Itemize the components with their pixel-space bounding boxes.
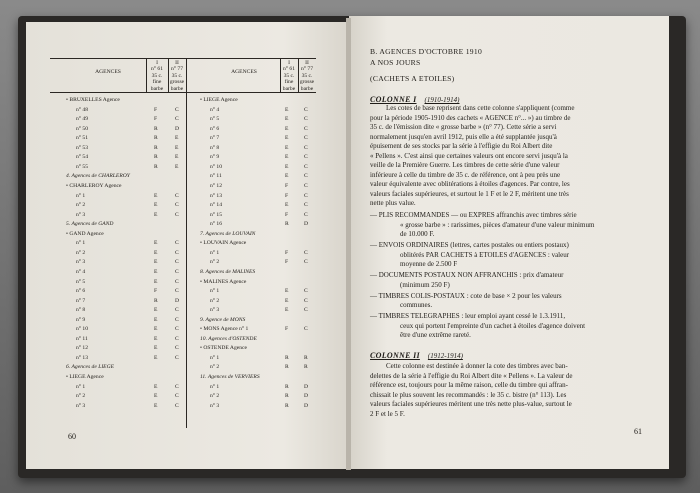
page-number-right: 61 xyxy=(634,427,642,436)
agency-number: n° 14 xyxy=(210,202,223,209)
text-line: Les cotes de base reprisent dans cette colonne s'appliquent (comme xyxy=(386,104,575,112)
header-col2-line: barbe xyxy=(170,85,184,92)
rating-col1: R xyxy=(154,154,158,161)
header-col1-line: fine xyxy=(284,79,294,86)
agency-number: n° 10 xyxy=(76,326,89,333)
header-col1-line: barbe xyxy=(150,85,164,92)
header-agencies: AGENCES xyxy=(231,69,257,75)
agency-name: • LOUVAIN Agence xyxy=(200,240,247,247)
rating-col1: E xyxy=(154,345,158,352)
agency-name: • CHARLEROY Agence xyxy=(66,182,122,189)
rating-col1: R xyxy=(154,144,158,151)
rating-col1: E xyxy=(154,259,158,266)
header-col1-line: fine xyxy=(152,79,162,86)
agency-number: n° 3 xyxy=(210,402,220,409)
group-heading: 8. Agences de MALINES xyxy=(200,268,256,275)
rating-col2: D xyxy=(175,125,180,132)
rating-col2: C xyxy=(175,268,179,275)
bullet-line: — ENVOIS ORDINAIRES (lettres, cartes postales ou entiers postaux) xyxy=(370,241,569,249)
header-col1-line: 35 c. xyxy=(283,72,295,79)
rating-col1: E xyxy=(285,135,289,142)
rating-col2: D xyxy=(175,297,180,304)
header-col2-line: grosse xyxy=(169,79,185,86)
rating-col2: C xyxy=(175,307,179,314)
rating-col1: R xyxy=(154,125,158,132)
rating-col2: C xyxy=(175,326,179,333)
rating-col2: E xyxy=(175,163,179,170)
agency-number: n° 2 xyxy=(210,297,220,304)
page-number-left: 60 xyxy=(68,432,76,441)
rating-col1: F xyxy=(285,249,289,256)
rating-col2: C xyxy=(304,288,308,294)
agency-number: n° 3 xyxy=(76,402,86,409)
agency-number: n° 48 xyxy=(76,106,89,113)
agency-number: n° 1 xyxy=(210,354,220,361)
rating-col1: R xyxy=(285,221,289,228)
rating-col2: C xyxy=(175,402,179,409)
center-divider xyxy=(186,58,187,428)
bullet-line: — TIMBRES COLIS-POSTAUX : cote de base × 2 pour les valeurs xyxy=(370,291,562,300)
text-line: inférieure à celle du timbre de 35 c. de référence, ont à peu près une xyxy=(370,170,561,179)
rating-col2: C xyxy=(304,125,308,132)
agency-number: n° 6 xyxy=(76,288,86,294)
rating-col2: C xyxy=(175,192,179,199)
column-2-years: (1912-1914) xyxy=(427,352,463,360)
agency-number: n° 2 xyxy=(76,393,86,400)
agency-number: n° 3 xyxy=(76,211,86,218)
rating-col1: R xyxy=(285,383,289,390)
rating-col1: E xyxy=(154,393,158,400)
rating-col2: C xyxy=(175,335,179,342)
agency-name: • MALINES Agence xyxy=(200,278,247,285)
agency-number: n° 1 xyxy=(210,249,220,256)
rating-col1: E xyxy=(154,383,158,390)
text-line: nette plus value. xyxy=(370,199,416,207)
agency-number: n° 5 xyxy=(210,116,220,123)
bullet-line: « grosse barbe » : rarissimes, pièces d'amateur d'une valeur minimum xyxy=(400,220,595,229)
rating-col1: R xyxy=(285,402,289,409)
bullet-item xyxy=(370,271,662,290)
rating-col2: C xyxy=(304,163,308,170)
rating-col1: E xyxy=(154,278,158,285)
rating-col2: C xyxy=(304,202,308,209)
group-heading: 4. Agences de CHARLEROY xyxy=(66,173,130,180)
column-2-paragraph xyxy=(370,362,662,419)
bullet-line: de 10.000 F. xyxy=(400,230,435,238)
table-header-rule xyxy=(50,92,316,93)
text-line: valeur équivalente avec oblitérations à étoiles d'agences. Par contre, les xyxy=(370,180,570,188)
header-col1-line: n° 61 xyxy=(150,66,164,73)
rating-col1: F xyxy=(285,211,289,218)
book-spine xyxy=(346,18,351,470)
group-heading: 9. Agence de MONS xyxy=(200,316,246,323)
rating-col2: C xyxy=(175,278,179,285)
agency-number: n° 2 xyxy=(210,364,220,371)
agency-number: n° 16 xyxy=(210,221,223,228)
rating-col1: E xyxy=(154,354,158,361)
agency-number: n° 51 xyxy=(76,135,89,142)
header-col2-line: barbe xyxy=(300,85,314,92)
rating-col2: E xyxy=(175,154,179,161)
text-line: épuisement de ses stocks par la série à l'effigie du Roi Albert dite xyxy=(370,142,553,150)
rating-col1: R xyxy=(154,163,158,170)
header-col2 xyxy=(166,60,188,92)
agency-number: n° 7 xyxy=(76,297,86,304)
agency-number: n° 4 xyxy=(76,268,86,275)
rating-col1: E xyxy=(285,144,289,151)
rating-col1: E xyxy=(154,316,158,323)
bullet-line: — TIMBRES TELEGRAPHES : leur emploi ayant cessé le 1.3.1911, xyxy=(370,312,566,320)
rating-col1: F xyxy=(285,326,289,333)
agency-number: n° 2 xyxy=(76,202,86,209)
rating-col1: E xyxy=(154,192,158,199)
rating-col2: C xyxy=(304,259,308,266)
bullet-item xyxy=(370,312,662,341)
rating-col2: D xyxy=(304,402,309,409)
rating-col2: C xyxy=(175,383,179,390)
section-heading: B. AGENCES D'OCTOBRE 1910 xyxy=(370,47,483,56)
rating-col2: E xyxy=(175,144,179,151)
rating-col1: E xyxy=(285,307,289,314)
rating-col2: C xyxy=(304,249,308,256)
agency-number: n° 11 xyxy=(76,335,88,342)
rating-col1: F xyxy=(285,259,289,266)
rating-col1: F xyxy=(285,192,289,199)
rating-col2: C xyxy=(175,259,179,266)
bullet-line: communes. xyxy=(400,301,433,309)
rating-col2: C xyxy=(175,202,179,209)
rating-col1: R xyxy=(285,364,289,371)
rating-col1: E xyxy=(154,307,158,314)
rating-col2: C xyxy=(175,354,179,361)
rating-col2: C xyxy=(304,182,308,189)
rating-col2: C xyxy=(175,249,179,256)
rating-col2: D xyxy=(304,221,309,228)
rating-col2: C xyxy=(175,345,179,352)
column-2-title: COLONNE II xyxy=(370,351,420,360)
group-heading: 10. Agences d'OSTENDE xyxy=(200,335,257,342)
rating-col2: C xyxy=(304,297,308,304)
rating-col2: C xyxy=(304,307,308,314)
rating-col1: E xyxy=(154,268,158,275)
group-heading: 5. Agences de GAND xyxy=(66,221,114,228)
rating-col1: F xyxy=(154,288,158,294)
column-2-heading xyxy=(370,345,463,363)
rating-col2: C xyxy=(304,144,308,151)
section-subtitle: (CACHETS A ETOILES) xyxy=(370,74,455,83)
bullet-item xyxy=(370,292,662,311)
rating-col2: C xyxy=(304,135,308,142)
rating-col1: E xyxy=(154,249,158,256)
agency-number: n° 10 xyxy=(210,163,223,170)
bullet-line: — DOCUMENTS POSTAUX NON AFFRANCHIS : prix d'amateur xyxy=(370,271,564,279)
agency-number: n° 1 xyxy=(210,383,220,390)
bullet-line: (minimum 250 F) xyxy=(400,280,450,289)
agency-number: n° 6 xyxy=(210,125,220,132)
agency-number: n° 9 xyxy=(210,154,220,161)
agency-number: n° 8 xyxy=(76,307,86,314)
rating-col2: C xyxy=(304,116,308,123)
header-col1 xyxy=(146,60,168,92)
agency-number: n° 1 xyxy=(76,192,86,199)
agency-number: n° 13 xyxy=(210,192,223,199)
rating-col1: E xyxy=(285,106,289,113)
rating-col2: E xyxy=(175,135,179,142)
group-heading: 11. Agences de VERVIERS xyxy=(200,374,260,380)
text-line: delettes de la série à l'effigie du Roi Albert dite « Pellens ». La valeur de xyxy=(370,371,573,380)
rating-col1: E xyxy=(285,125,289,132)
agency-name: • LIEGE Agence xyxy=(200,97,238,103)
header-col2-line: grosse xyxy=(299,79,315,86)
header-col2-line: 35 c. xyxy=(301,72,313,79)
rating-col1: E xyxy=(285,116,289,123)
agency-number: n° 2 xyxy=(76,249,86,256)
column-1-years: (1910-1914) xyxy=(424,96,460,104)
agency-number: n° 50 xyxy=(76,125,89,132)
rating-col1: F xyxy=(154,106,158,113)
rating-col1: E xyxy=(154,211,158,218)
group-heading: 7. Agences de LOUVAIN xyxy=(200,230,256,237)
rating-col1: R xyxy=(154,135,158,142)
column-1-paragraph xyxy=(370,104,662,209)
rating-col2: C xyxy=(175,211,179,218)
agency-name: • OSTENDE Agence xyxy=(200,345,248,352)
rating-col2: C xyxy=(304,326,308,333)
rating-col1: E xyxy=(285,154,289,161)
rating-col1: E xyxy=(154,240,158,247)
rating-col1: E xyxy=(154,202,158,209)
agency-name: • MONS Agence n° 1 xyxy=(200,326,249,333)
agency-number: n° 3 xyxy=(76,259,86,266)
rating-col1: E xyxy=(154,402,158,409)
table-top-rule xyxy=(50,58,316,59)
bullet-line: — PLIS RECOMMANDES — ou EXPRES affranchis avec timbres série xyxy=(370,211,577,219)
agency-number: n° 55 xyxy=(76,163,89,170)
rating-col1: E xyxy=(285,297,289,304)
rating-col1: R xyxy=(154,297,158,304)
rating-col2: C xyxy=(175,316,179,323)
rating-col1: E xyxy=(285,202,289,209)
column-1-bullet-list xyxy=(370,211,662,342)
rating-col2: C xyxy=(175,240,179,247)
header-col1-line: 35 c. xyxy=(151,72,163,79)
rating-col2: C xyxy=(175,288,179,294)
header-col2-line: n° 77 xyxy=(170,66,184,73)
text-line: 2 F et le 5 F. xyxy=(370,409,405,418)
bullet-item xyxy=(370,211,662,240)
rating-col2: C xyxy=(175,116,179,123)
agency-number: n° 53 xyxy=(76,144,89,151)
agency-number: n° 9 xyxy=(76,316,86,323)
agency-number: n° 1 xyxy=(210,288,220,294)
header-col2-top: II xyxy=(175,60,179,66)
agency-number: n° 7 xyxy=(210,135,220,142)
header-col2-top: II xyxy=(305,60,309,66)
rating-col2: C xyxy=(304,106,308,113)
text-line: chissait le plus souvent les recommandés : le 35 c. bistre (n° 113). Les xyxy=(370,390,567,399)
agency-name: • LIEGE Agence xyxy=(66,374,104,380)
agency-number: n° 8 xyxy=(210,144,220,151)
rating-col1: E xyxy=(154,326,158,333)
agency-number: n° 3 xyxy=(210,307,220,314)
agency-name: • BRUXELLES Agence xyxy=(66,97,120,103)
rating-col1: E xyxy=(285,288,289,294)
agency-number: n° 11 xyxy=(210,173,222,180)
rating-col2: C xyxy=(175,106,179,113)
agency-number: n° 4 xyxy=(210,106,220,113)
text-line: Cette colonne est destinée à donner la cote des timbres avec ban- xyxy=(386,362,568,370)
rating-col2: C xyxy=(304,211,308,218)
text-line: valeurs faciales supérieures, et surtout le 1 F et le 2 F, méritent une très xyxy=(370,189,569,198)
rating-col2: C xyxy=(304,173,308,180)
text-line: normalement jusqu'en avril 1912, puis elle a été supplantée jusqu'à xyxy=(370,132,557,141)
agency-number: n° 15 xyxy=(210,211,223,218)
text-line: pour la période 1905-1910 des cachets « AGENCE n°... ») au timbre de xyxy=(370,113,571,122)
agency-number: n° 13 xyxy=(76,354,89,361)
bullet-line: être d'une extrême rareté. xyxy=(400,331,471,339)
agency-number: n° 2 xyxy=(210,393,220,400)
rating-col2: D xyxy=(304,383,309,390)
bullet-item xyxy=(370,241,662,270)
rating-col2: C xyxy=(175,393,179,400)
bullet-line: ceux qui portent l'empreinte d'un cachet à étoiles d'agence doivent xyxy=(400,321,586,330)
header-col2-line: 35 c. xyxy=(171,72,183,79)
header-col1-line: n° 61 xyxy=(282,66,296,73)
column-1-title: COLONNE I xyxy=(370,95,417,104)
agency-number: n° 5 xyxy=(76,278,86,285)
section-subheading: A NOS JOURS xyxy=(370,58,421,67)
rating-col1: E xyxy=(154,335,158,342)
rating-col2: R xyxy=(304,354,308,361)
agency-number: n° 49 xyxy=(76,116,89,123)
rating-col1: E xyxy=(285,173,289,180)
agency-number: n° 54 xyxy=(76,154,89,161)
text-line: valeurs faciales supérieures méritent une très nette plus-value, surtout le xyxy=(370,400,572,408)
header-col1-line: barbe xyxy=(282,85,296,92)
rating-col1: E xyxy=(285,163,289,170)
agency-number: n° 2 xyxy=(210,259,220,266)
header-col2 xyxy=(296,60,318,92)
agency-name: • GAND Agence xyxy=(66,230,104,237)
rating-col2: D xyxy=(304,393,309,400)
bullet-line: moyenne de 2.500 F xyxy=(400,260,458,268)
agency-number: n° 1 xyxy=(76,383,86,390)
rating-col1: R xyxy=(285,354,289,361)
text-line: référence est, toujours pour la même raison, celle du timbre qui affran- xyxy=(370,381,568,389)
header-col2-line: n° 77 xyxy=(300,66,314,73)
agency-number: n° 12 xyxy=(76,345,89,352)
text-line: veille de la Première Guerre. Les timbres de cette série d'une valeur xyxy=(370,161,560,169)
group-heading: 6. Agences de LIEGE xyxy=(66,364,115,371)
header-col1-top: I xyxy=(156,60,158,66)
text-line: 35 c. de l'émission dite « grosse barbe » (n° 77). Cette série a servi xyxy=(370,123,557,131)
rating-col1: R xyxy=(285,393,289,400)
header-col1-top: I xyxy=(288,60,290,66)
rating-col2: C xyxy=(304,192,308,199)
rating-col2: C xyxy=(304,154,308,161)
text-line: « Pellens ». C'est ainsi que certaines valeurs ont encore servi jusqu'à la xyxy=(370,151,568,160)
rating-col1: F xyxy=(154,116,158,123)
agency-number: n° 12 xyxy=(210,182,223,189)
rating-col1: F xyxy=(285,182,289,189)
agency-number: n° 1 xyxy=(76,240,86,247)
header-agencies: AGENCES xyxy=(95,69,121,75)
bullet-line: oblitérés PAR CACHETS à ETOILES d'AGENCES : valeur xyxy=(400,250,570,259)
rating-col2: R xyxy=(304,364,308,371)
